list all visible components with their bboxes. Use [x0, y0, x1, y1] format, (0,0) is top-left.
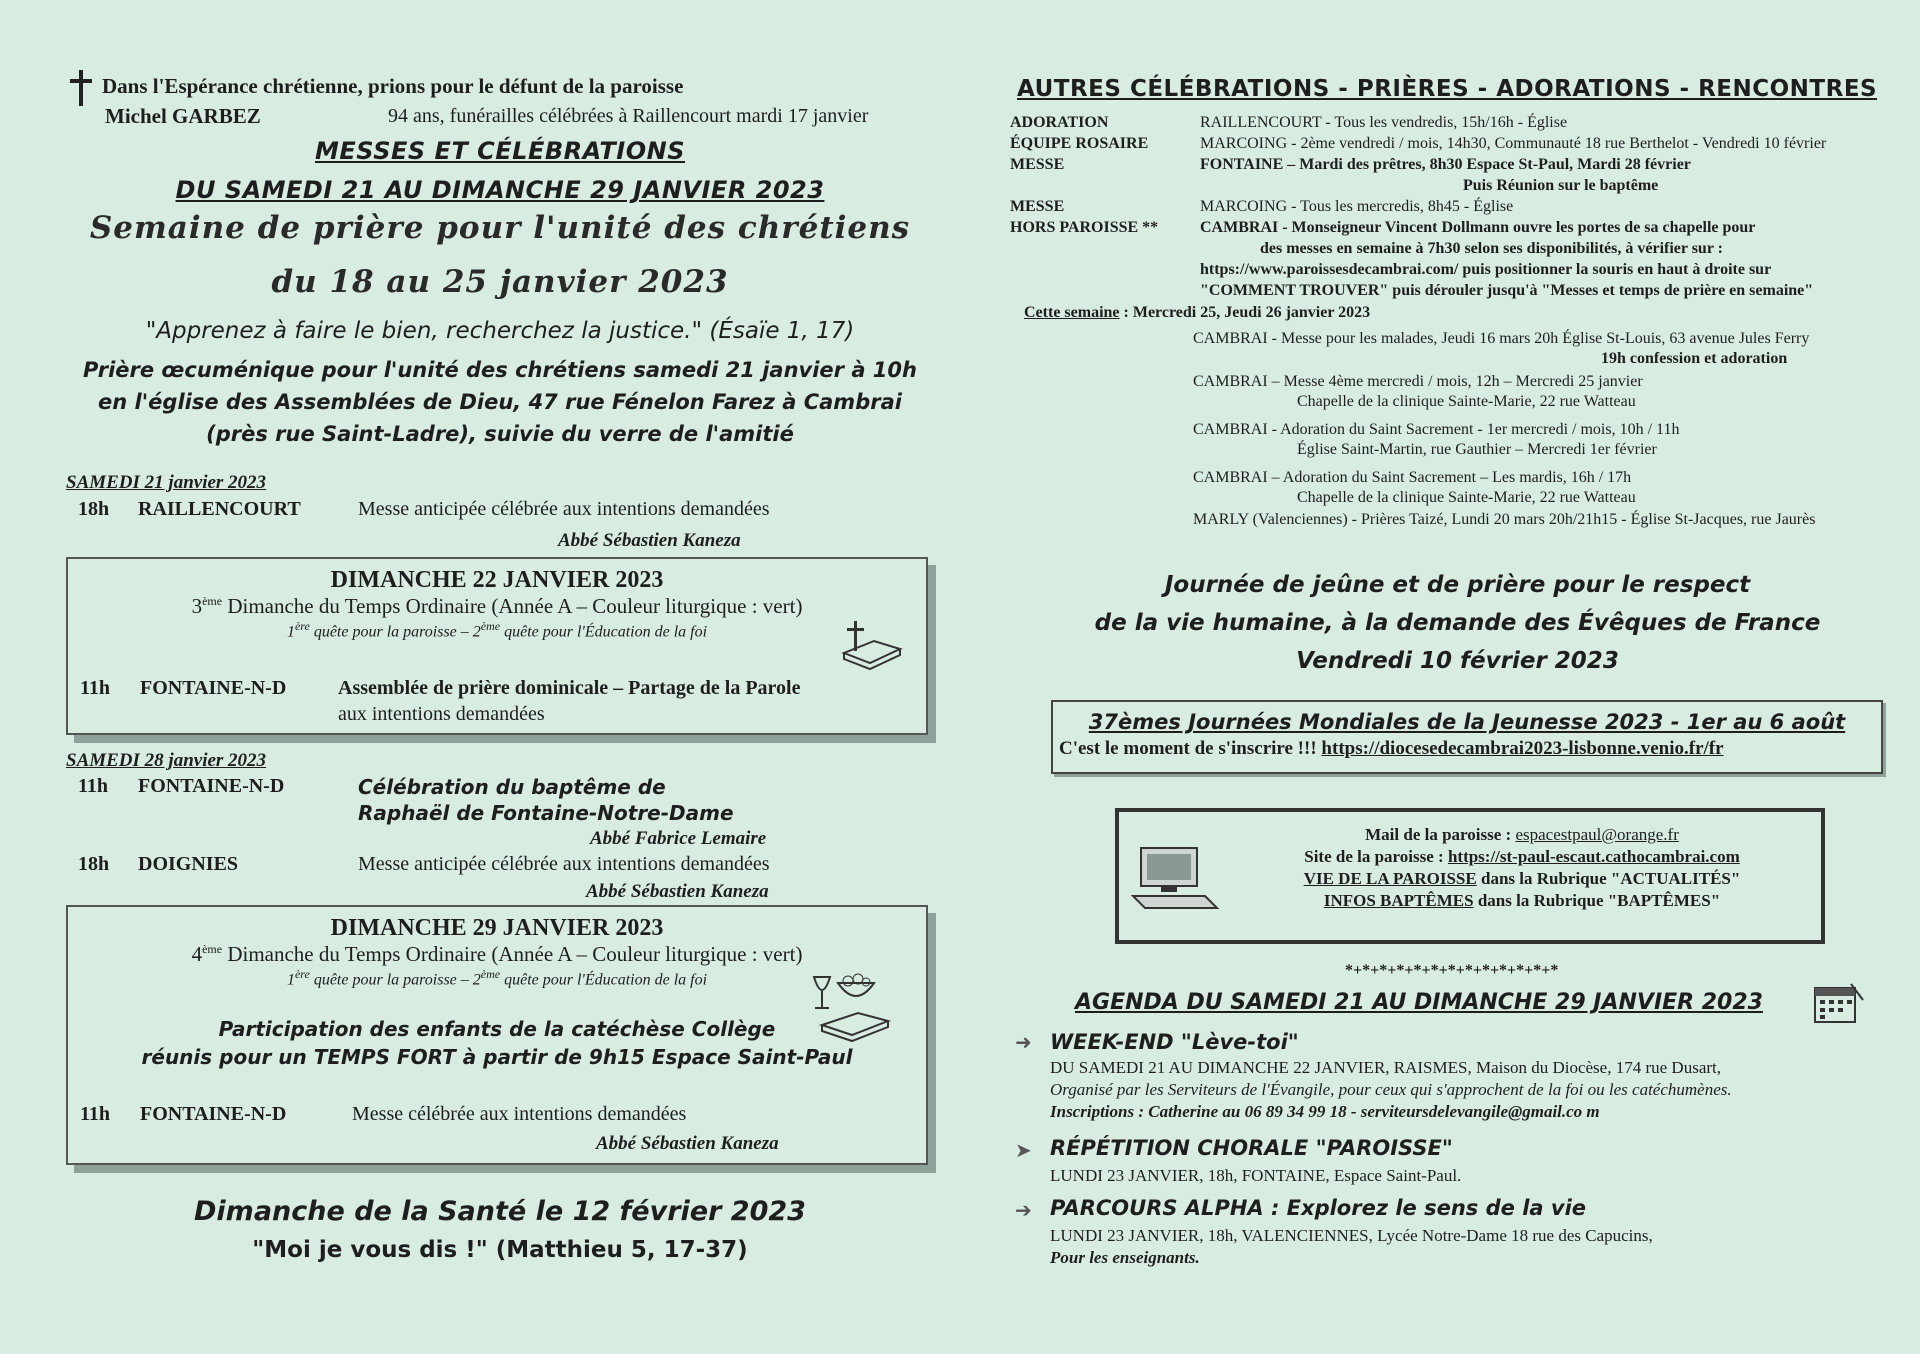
jeune-block: Journée de jeûne et de prière pour le respect de la vie humaine, à la demande des Évêques de France Vendredi 10 février 2023	[1094, 572, 1821, 674]
table-row: Puis Réunion sur le baptême	[1463, 177, 1659, 194]
agenda-item-body: LUNDI 23 JANVIER, 18h, VALENCIENNES, Lycée Notre-Dame 18 rue des Capucins, Pour les enseignants.	[1050, 1226, 1653, 1267]
mail-link[interactable]: espacestpaul@orange.fr	[1515, 825, 1679, 844]
oecumenique-line: en l'église des Assemblées de Dieu, 47 rue Fénelon Farez à Cambrai	[98, 390, 902, 414]
list-item: CAMBRAI - Adoration du Saint Sacrement - 1er mercredi / mois, 10h / 11h	[1193, 421, 1680, 438]
table-row[interactable]: https://www.paroissesdecambrai.com/ puis positionner la souris en haut à droite sur	[1200, 261, 1772, 278]
sante-quote: "Moi je vous dis !" (Matthieu 5, 17-37)	[252, 1237, 748, 1263]
unity-title: Semaine de prière pour l'unité des chrétiens	[89, 210, 911, 246]
week-label: Cette semaine	[1024, 304, 1120, 321]
sunday-heading: DIMANCHE 29 JANVIER 2023	[330, 915, 664, 941]
unity-quote: "Apprenez à faire le bien, recherchez la justice." (Ésaïe 1, 17)	[145, 318, 855, 344]
mass-desc: Assemblée de prière dominicale – Partage de la Parole	[338, 677, 801, 699]
table-row: MESSE FONTAINE – Mardi des prêtres, 8h30 Espace St-Paul, Mardi 28 février	[1010, 156, 1691, 173]
list-item-sub: Église Saint-Martin, rue Gauthier – Mercredi 1er février	[1297, 441, 1657, 458]
sunday-heading: DIMANCHE 22 JANVIER 2023	[330, 567, 664, 593]
list-item-sub: Chapelle de la clinique Sainte-Marie, 22 rue Watteau	[1297, 393, 1636, 410]
this-week-line	[1024, 302, 1370, 323]
celebrations-table	[1010, 112, 1915, 312]
mass-desc: Messe anticipée célébrée aux intentions demandées	[358, 853, 770, 875]
contact-box	[1115, 808, 1825, 944]
mass-row	[78, 775, 918, 801]
table-row: ÉQUIPE ROSAIRE MARCOING - 2ème vendredi / mois, 14h30, Communauté 18 rue Berthelot - Vendredi 10 février	[1010, 135, 1827, 152]
mass-desc-2: aux intentions demandées	[338, 703, 545, 725]
mass-row	[78, 853, 918, 879]
agenda-item-body: DU SAMEDI 21 AU DIMANCHE 22 JANVIER, RAISMES, Maison du Diocèse, 174 rue Dusart, Organisé par les Serviteurs de l'Évangile, pour ceux qui s'approchent de la foi ou les catéchumènes. Inscriptions : Catherine au 06 89 34 99 18 - serviteursdelevangile@gmail.co m	[1050, 1058, 1732, 1121]
agenda-title: AGENDA DU SAMEDI 21 AU DIMANCHE 29 JANVIER 2023	[1075, 990, 1763, 1015]
sunday-ordinary: 4ème Dimanche du Temps Ordinaire (Année A – Couleur liturgique : vert)	[191, 942, 803, 966]
jmj-box	[1051, 700, 1883, 774]
sante-title: Dimanche de la Santé le 12 février 2023	[194, 1196, 806, 1227]
mass-time: 18h	[78, 853, 110, 875]
mass-place: RAILLENCOURT	[138, 498, 301, 520]
priest-name: Abbé Fabrice Lemaire	[590, 828, 767, 849]
table-row: "COMMENT TROUVER" puis dérouler jusqu'à "Messes et temps de prière en semaine"	[1200, 282, 1814, 299]
masses-dates: DU SAMEDI 21 AU DIMANCHE 29 JANVIER 2023	[175, 176, 825, 204]
mass-time: 11h	[80, 677, 111, 699]
site-line: Site de la paroisse : https://st-paul-escaut.cathocambrai.com	[1304, 847, 1740, 866]
table-row: HORS PAROISSE ** CAMBRAI - Monseigneur Vincent Dollmann ouvre les portes de sa chapelle pour	[1010, 219, 1756, 236]
mass-time: 11h	[78, 775, 109, 797]
day-label-sat28: SAMEDI 28 janvier 2023	[66, 750, 267, 771]
jmj-signup: C'est le moment de s'inscrire !!! https://diocesedecambrai2023-lisbonne.venio.fr/fr	[1059, 738, 1724, 759]
site-link[interactable]: https://st-paul-escaut.cathocambrai.com	[1447, 847, 1740, 866]
agenda-item-body: LUNDI 23 JANVIER, 18h, FONTAINE, Espace Saint-Paul.	[1050, 1166, 1462, 1185]
other-celebrations-title: AUTRES CÉLÉBRATIONS - PRIÈRES - ADORATIONS - RENCONTRES	[1017, 76, 1878, 102]
quete-line: 1ère quête pour la paroisse – 2ème quête pour l'Éducation de la foi	[286, 967, 708, 989]
mass-place: DOIGNIES	[138, 853, 239, 875]
arrow-right-icon: ➔	[1015, 1198, 1032, 1222]
obituary-detail: 94 ans, funérailles célébrées à Raillencourt mardi 17 janvier	[388, 105, 869, 127]
mass-time: 18h	[78, 498, 110, 520]
vie-line: VIE DE LA PAROISSE dans la Rubrique "ACTUALITÉS"	[1303, 869, 1741, 888]
priest-name: Abbé Sébastien Kaneza	[558, 530, 741, 551]
table-row: des messes en semaine à 7h30 selon ses disponibilités, à vérifier sur :	[1260, 240, 1723, 257]
agenda-item-title: WEEK-END "Lève-toi"	[1050, 1030, 1299, 1054]
baptism-name: Raphaël de Fontaine-Notre-Dame	[358, 801, 734, 825]
obituary-name: Michel GARBEZ	[105, 104, 261, 128]
calendar-icon	[1811, 980, 1867, 1033]
jmj-link[interactable]: https://diocesedecambrai2023-lisbonne.venio.fr/fr	[1321, 738, 1724, 759]
mass-place: FONTAINE-N-D	[138, 775, 285, 797]
computer-icon	[1131, 846, 1221, 919]
agenda-item-title: PARCOURS ALPHA : Explorez le sens de la vie	[1050, 1196, 1587, 1220]
mass-time: 11h	[80, 1103, 111, 1125]
mass-row	[80, 1103, 920, 1129]
list-item: MARLY (Valenciennes) - Prières Taizé, Lundi 20 mars 20h/21h15 - Église St-Jacques, rue Jaurès	[1193, 511, 1816, 528]
list-item: CAMBRAI - Messe pour les malades, Jeudi 16 mars 20h Église St-Louis, 63 avenue Jules Ferry	[1193, 330, 1810, 347]
oecumenique-text	[60, 354, 940, 450]
week-value: : Mercredi 25, Jeudi 26 janvier 2023	[1119, 304, 1371, 321]
agenda-item-title: RÉPÉTITION CHORALE "PAROISSE"	[1050, 1136, 1453, 1160]
stars-divider: *+*+*+*+*+*+*+*+*+*+*+*+*	[1345, 962, 1559, 979]
arrow-right-icon: ➜	[1015, 1030, 1032, 1054]
arrow-right-icon: ➤	[1015, 1138, 1032, 1162]
mass-desc: Messe anticipée célébrée aux intentions demandées	[358, 498, 770, 520]
baptism-line: Célébration du baptême de	[358, 775, 666, 799]
priest-name: Abbé Sébastien Kaneza	[586, 881, 769, 902]
oecumenique-line: (près rue Saint-Ladre), suivie du verre de l'amitié	[206, 422, 794, 446]
mass-row	[80, 677, 920, 703]
infos-line: INFOS BAPTÊMES dans la Rubrique "BAPTÊMES"	[1323, 891, 1721, 910]
cross-icon	[68, 70, 94, 111]
obituary-line: Dans l'Espérance chrétienne, prions pour le défunt de la paroisse	[102, 74, 684, 98]
priest-name: Abbé Sébastien Kaneza	[596, 1133, 779, 1154]
mass-place: FONTAINE-N-D	[140, 1103, 287, 1125]
list-item-sub: Chapelle de la clinique Sainte-Marie, 22 rue Watteau	[1297, 489, 1636, 506]
list-item: CAMBRAI – Messe 4ème mercredi / mois, 12h – Mercredi 25 janvier	[1193, 373, 1643, 390]
mass-desc: Messe célébrée aux intentions demandées	[352, 1103, 687, 1125]
mail-line: Mail de la paroisse : espacestpaul@orange.fr	[1365, 825, 1679, 844]
list-item-sub: 19h confession et adoration	[1601, 350, 1788, 367]
table-row: ADORATION RAILLENCOURT - Tous les vendredis, 15h/16h - Église	[1010, 114, 1568, 131]
mass-place: FONTAINE-N-D	[140, 677, 287, 699]
sunday-ordinary: 3ème Dimanche du Temps Ordinaire (Année A – Couleur liturgique : vert)	[191, 594, 803, 618]
list-item: CAMBRAI – Adoration du Saint Sacrement – Les mardis, 16h / 17h	[1193, 469, 1632, 486]
sunday-22-box	[66, 557, 928, 735]
mass-row	[78, 498, 918, 524]
masses-title: MESSES ET CÉLÉBRATIONS	[315, 137, 685, 165]
bible-cross-icon	[836, 619, 906, 680]
quete-line: 1ère quête pour la paroisse – 2ème quête pour l'Éducation de la foi	[286, 619, 708, 641]
unity-dates: du 18 au 25 janvier 2023	[271, 264, 729, 300]
table-row: MESSE MARCOING - Tous les mercredis, 8h45 - Église	[1010, 198, 1514, 215]
contact-info	[1229, 824, 1815, 912]
jmj-title: 37èmes Journées Mondiales de la Jeunesse 2023 - 1er au 6 août	[1088, 710, 1846, 734]
day-label-sat21: SAMEDI 21 janvier 2023	[66, 472, 267, 493]
sunday-29-box	[66, 905, 928, 1165]
catechese-note: Participation des enfants de la catéchèse Collège réunis pour un TEMPS FORT à partir de 9h15 Espace Saint-Paul	[141, 1017, 853, 1069]
oecumenique-line: Prière œcuménique pour l'unité des chrétiens samedi 21 janvier à 10h	[82, 358, 917, 382]
